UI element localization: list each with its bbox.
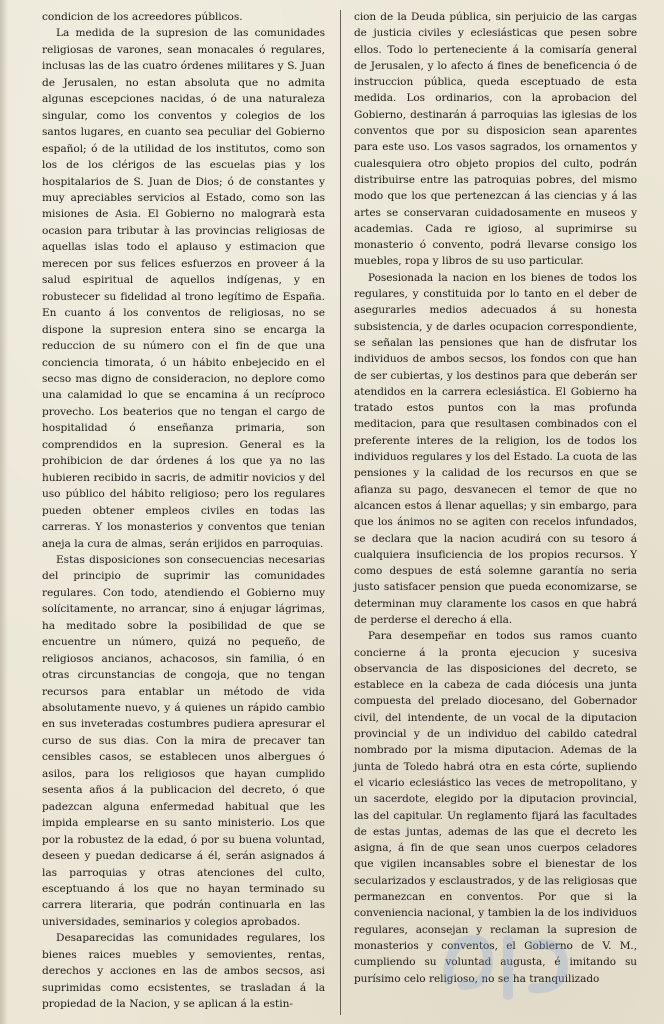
left-paragraph-4: Desaparecidas las comunidades regulares, los bienes raices muebles y semovientes, rentas, derechos y acciones en las de ambos secsos, asi suprimidas como ecsistentes, se trasladan á la propiedad de la Nacion, y se aplican á la estin- (42, 932, 325, 1011)
left-paragraph-3: Estas disposiciones son consecuencias necesarias del principio de suprimir las comunidades regulares. Con todo, atendiendo el Gobierno muy solícitamente, no arrancar, sino á enjugar lágrimas, ha meditado sobre la posibilidad de que se encuentre un número, quizá no pequeño, de religiosos ancianos, achacosos, sin familia, ó en otras circunstancias de congoja, que no tengan recursos para entablar un método de vida absolutamente nuevo, y á quienes un rápido cambio en sus inveteradas costumbres pudiera apresurar el curso de sus dias. Con la mira de precaver tan censibles casos, se establecen unos albergues ó asilos, para los religiosos que hayan cumplido sesenta años á la publicacion del decreto, ó que padezcan alguna enfermedad habitual que les impida emplearse en su santo ministerio. Los que por la robustez de la edad, ó por su buena voluntad, deseen y puedan dedicarse á él, serán asignados á las parroquias y otras atenciones del culto, esceptuando á los que no hayan terminado su carrera literaria, que podrán continuarla en las universidades, seminarios y colegios aprobados. (42, 553, 325, 928)
page-edge-shadow (0, 0, 8, 1024)
left-paragraph-2: La medida de la supresion de las comunidades religiosas de varones, sean monacales ó regulares, inclusas las de las cuatro órdenes militares y S. Juan de Jerusalen, no estan absoluta que no admita algunas escepciones nacidas, ó de una naturaleza singular, como los conventos y colegios de los santos lugares, en cuanto sea peculiar del Gobierno español; ó de la utilidad de los institutos, como son los de los clérigos de las escuelas pias y los hospitalarios de S. Juan de Dios; ó de constantes y muy apreciables servicios al Estado, como son las misiones de Asia. El Gobierno no malograrà esta ocasion para tributar à las provincias religiosas de aquellas islas todo el aplauso y estimacion que merecen por sus felices esfuerzos en proveer á la salud espiritual de aquellos indígenas, y en robustecer su fidelidad al trono legítimo de España. En cuanto á los conventos de religiosas, no se dispone la supresion entera sino se encarga la reduccion de su número con el fin de que una conciencia timorata, ó un hábito enbejecido en el secso mas digno de consideracion, no deplore como una calamidad lo que se encamina á un recíproco provecho. Los beaterios que no tengan el cargo de hospitalidad ó enseñanza primaria, son comprendidos en la supresion. General es la prohibicion de dar órdenes á los que ya no las hubieren recibido in sacris, de admitir novicios y del uso público del hábito religioso; pero los regulares pueden obtener empleos civiles en todas las carreras. Y los monasterios y conventos que tenian aneja la cura de almas, serán erijidos en parroquias. (42, 27, 325, 550)
column-divider (340, 10, 341, 1015)
left-paragraph-1: condicion de los acreedores públicos. (42, 11, 243, 23)
right-paragraph-1: cion de la Deuda pública, sin perjuicio de las cargas de justicia civiles y eclesiásticas que pesen sobre ellos. Todo lo perteneciente á la comisaría general de Jerusalen, y lo afecto á fines de beneficencia ó de instruccion pública, queda esceptuado de esta medida. Los ordinarios, con la aprobacion del Gobierno, destinarán á parroquias las iglesias de los conventos que por su disposicion sean aparentes para este uso. Los vasos sagrados, los ornamentos y cualesquiera otro objeto propios del culto, podrán distribuirse entre las patroquias pobres, del mismo modo que los que pertenezcan á las ciencias y á las artes se conservaran cuidadosamente en museos y academias. Cada re igioso, al suprimirse su monasterio ó convento, podrá llevarse consigo los muebles, ropa y libros de su uso particular. (354, 11, 637, 268)
right-paragraph-2: Posesionada la nacion en los bienes de todos los regulares, y constituida por lo tanto en el deber de asegurarles medios adecuados á su honesta subsistencia, y de darles ocupacion correspondiente, se señalan las pensiones que han de disfrutar los individuos de ambos secsos, los fondos con que han de ser cubiertas, y los destinos para que deberán ser atendidos en la carrera eclesiástica. El Gobierno ha tratado estos puntos con la mas profunda meditacion, para que resultasen combinados con el preferente interes de la religion, los de todos los individuos regulares y los del Estado. La cuota de las pensiones y la calidad de los recursos en que se afianza su pago, desvanecen el temor de que no alcancen estos á llenar aquellas; y sin embargo, para que los ánimos no se agiten con recelos infundados, se declara que la nacion acudirá con su tesoro á cualquiera insuficiencia de los propios recursos. Y como despues de está solemne garantía no seria justo satisfacer pension que pueda economizarse, se determinan muy claramente los casos en que habrá de perderse el derecho á ella. (354, 271, 637, 626)
left-column (42, 9, 325, 1013)
right-column (354, 9, 637, 987)
right-paragraph-3: Para desempeñar en todos sus ramos cuanto concierne á la pronta ejecucion y sucesiva observancia de las disposiciones del decreto, se establece en la cabeza de cada diócesis una junta compuesta del prelado diocesano, del Gobernador civil, del intendente, de un vocal de la diputacion provincial y de un individuo del cabildo catedral nombrado por la misma diputacion. Ademas de la junta de Toledo habrá otra en esta córte, supliendo el vicario eclesiástico las veces de metropolitano, y un sacerdote, elegido por la diputacion provincial, las del capitular. Un reglamento fijará las facultades de estas juntas, ademas de las que el decreto les asigna, á fin de que sean unos cuerpos celadores que vigilen incansables sobre el bienestar de los secularizados y esclaustrados, y de las religiosas que permanezcan en conventos. Por que si la conveniencia nacional, y tambien la de los individuos regulares, aconsejan y reclaman la supresion de monasterios y conventos, el Gobierno de V. M., cumpliendo su voluntad augusta, é imitando su purísimo celo religioso, no se ha tranquilizado (354, 630, 637, 985)
